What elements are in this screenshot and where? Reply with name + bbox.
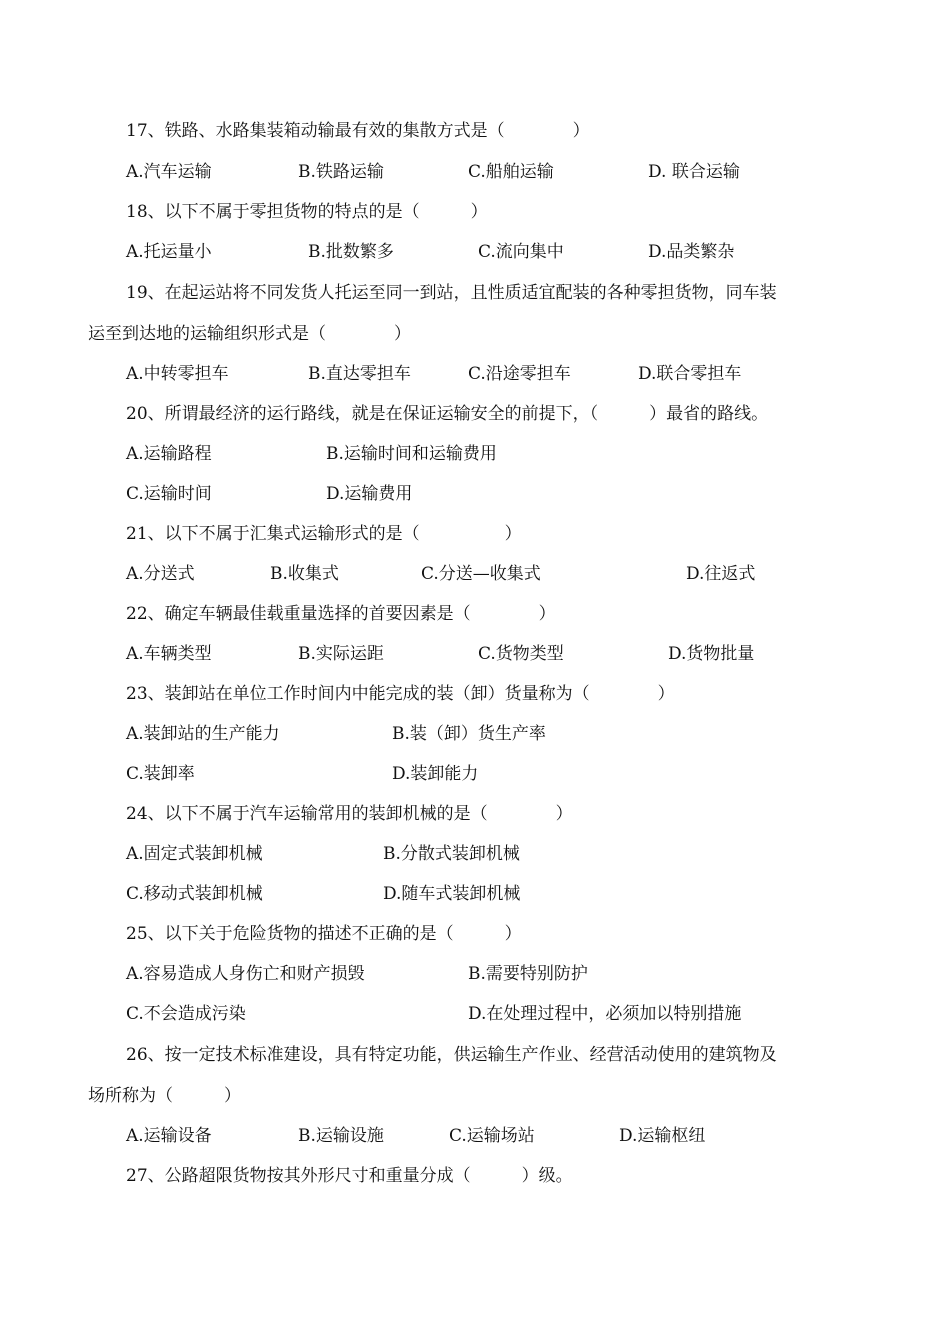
question-25-option-c: C.不会造成污染 xyxy=(126,1004,246,1024)
question-17-option-b: B.铁路运输 xyxy=(298,162,384,182)
question-21-option-b: B.收集式 xyxy=(270,564,339,584)
question-22-stem: 22、确定车辆最佳载重量选择的首要因素是（ ） xyxy=(126,604,556,624)
question-18-option-c: C.流向集中 xyxy=(478,242,564,262)
question-18-option-d: D.品类繁杂 xyxy=(648,242,735,262)
question-17-option-c: C.船舶运输 xyxy=(468,162,554,182)
question-20-option-b: B.运输时间和运输费用 xyxy=(326,444,497,464)
question-23-option-c: C.装卸率 xyxy=(126,764,195,784)
question-26-option-a: A.运输设备 xyxy=(126,1126,212,1146)
question-23-option-b: B.装（卸）货生产率 xyxy=(392,724,546,744)
question-21-option-c: C.分送—收集式 xyxy=(421,564,541,584)
question-21-option-a: A.分送式 xyxy=(126,564,195,584)
question-26-option-b: B.运输设施 xyxy=(298,1126,384,1146)
question-18-stem: 18、以下不属于零担货物的特点的是（ ） xyxy=(126,202,488,222)
question-20-option-c: C.运输时间 xyxy=(126,484,212,504)
question-24-stem: 24、以下不属于汽车运输常用的装卸机械的是（ ） xyxy=(126,804,573,824)
question-25-stem: 25、以下关于危险货物的描述不正确的是（ ） xyxy=(126,924,522,944)
question-17-stem: 17、铁路、水路集装箱动输最有效的集散方式是（ ） xyxy=(126,121,590,141)
question-26-option-d: D.运输枢纽 xyxy=(619,1126,706,1146)
question-26-stem-continued: 场所称为（ ） xyxy=(88,1086,241,1106)
question-24-option-a: A.固定式装卸机械 xyxy=(126,844,263,864)
question-24-option-c: C.移动式装卸机械 xyxy=(126,884,263,904)
question-21-option-d: D.往返式 xyxy=(686,564,756,584)
question-24-option-d: D.随车式装卸机械 xyxy=(383,884,521,904)
question-17-option-a: A.汽车运输 xyxy=(126,162,212,182)
question-19-stem: 19、在起运站将不同发货人托运至同一到站，且性质适宜配装的各种零担货物，同车装 xyxy=(126,283,777,303)
question-26-stem: 26、按一定技术标准建设，具有特定功能，供运输生产作业、经营活动使用的建筑物及 xyxy=(126,1045,777,1065)
question-22-option-b: B.实际运距 xyxy=(298,644,384,664)
question-23-option-d: D.装卸能力 xyxy=(392,764,479,784)
question-22-option-a: A.车辆类型 xyxy=(126,644,212,664)
question-19-option-b: B.直达零担车 xyxy=(308,364,411,384)
question-19-option-a: A.中转零担车 xyxy=(126,364,229,384)
question-20-option-d: D.运输费用 xyxy=(326,484,413,504)
question-27-stem: 27、公路超限货物按其外形尺寸和重量分成（ ）级。 xyxy=(126,1166,573,1186)
question-25-option-d: D.在处理过程中，必须加以特别措施 xyxy=(468,1004,742,1024)
question-18-option-b: B.批数繁多 xyxy=(308,242,394,262)
question-22-option-c: C.货物类型 xyxy=(478,644,564,664)
question-22-option-d: D.货物批量 xyxy=(668,644,755,664)
question-18-option-a: A.托运量小 xyxy=(126,242,212,262)
question-23-stem: 23、装卸站在单位工作时间内中能完成的装（卸）货量称为（ ） xyxy=(126,684,675,704)
question-21-stem: 21、以下不属于汇集式运输形式的是（ ） xyxy=(126,524,522,544)
question-26-option-c: C.运输场站 xyxy=(449,1126,535,1146)
question-25-option-b: B.需要特别防护 xyxy=(468,964,588,984)
question-24-option-b: B.分散式装卸机械 xyxy=(383,844,520,864)
question-17-option-d: D. 联合运输 xyxy=(648,162,740,182)
question-23-option-a: A.装卸站的生产能力 xyxy=(126,724,280,744)
question-19-option-c: C.沿途零担车 xyxy=(468,364,571,384)
question-20-option-a: A.运输路程 xyxy=(126,444,212,464)
question-19-option-d: D.联合零担车 xyxy=(638,364,742,384)
question-20-stem: 20、所谓最经济的运行路线，就是在保证运输安全的前提下，（ ）最省的路线。 xyxy=(126,404,769,424)
question-25-option-a: A.容易造成人身伤亡和财产损毁 xyxy=(126,964,365,984)
question-19-stem-continued: 运至到达地的运输组织形式是（ ） xyxy=(88,324,411,344)
